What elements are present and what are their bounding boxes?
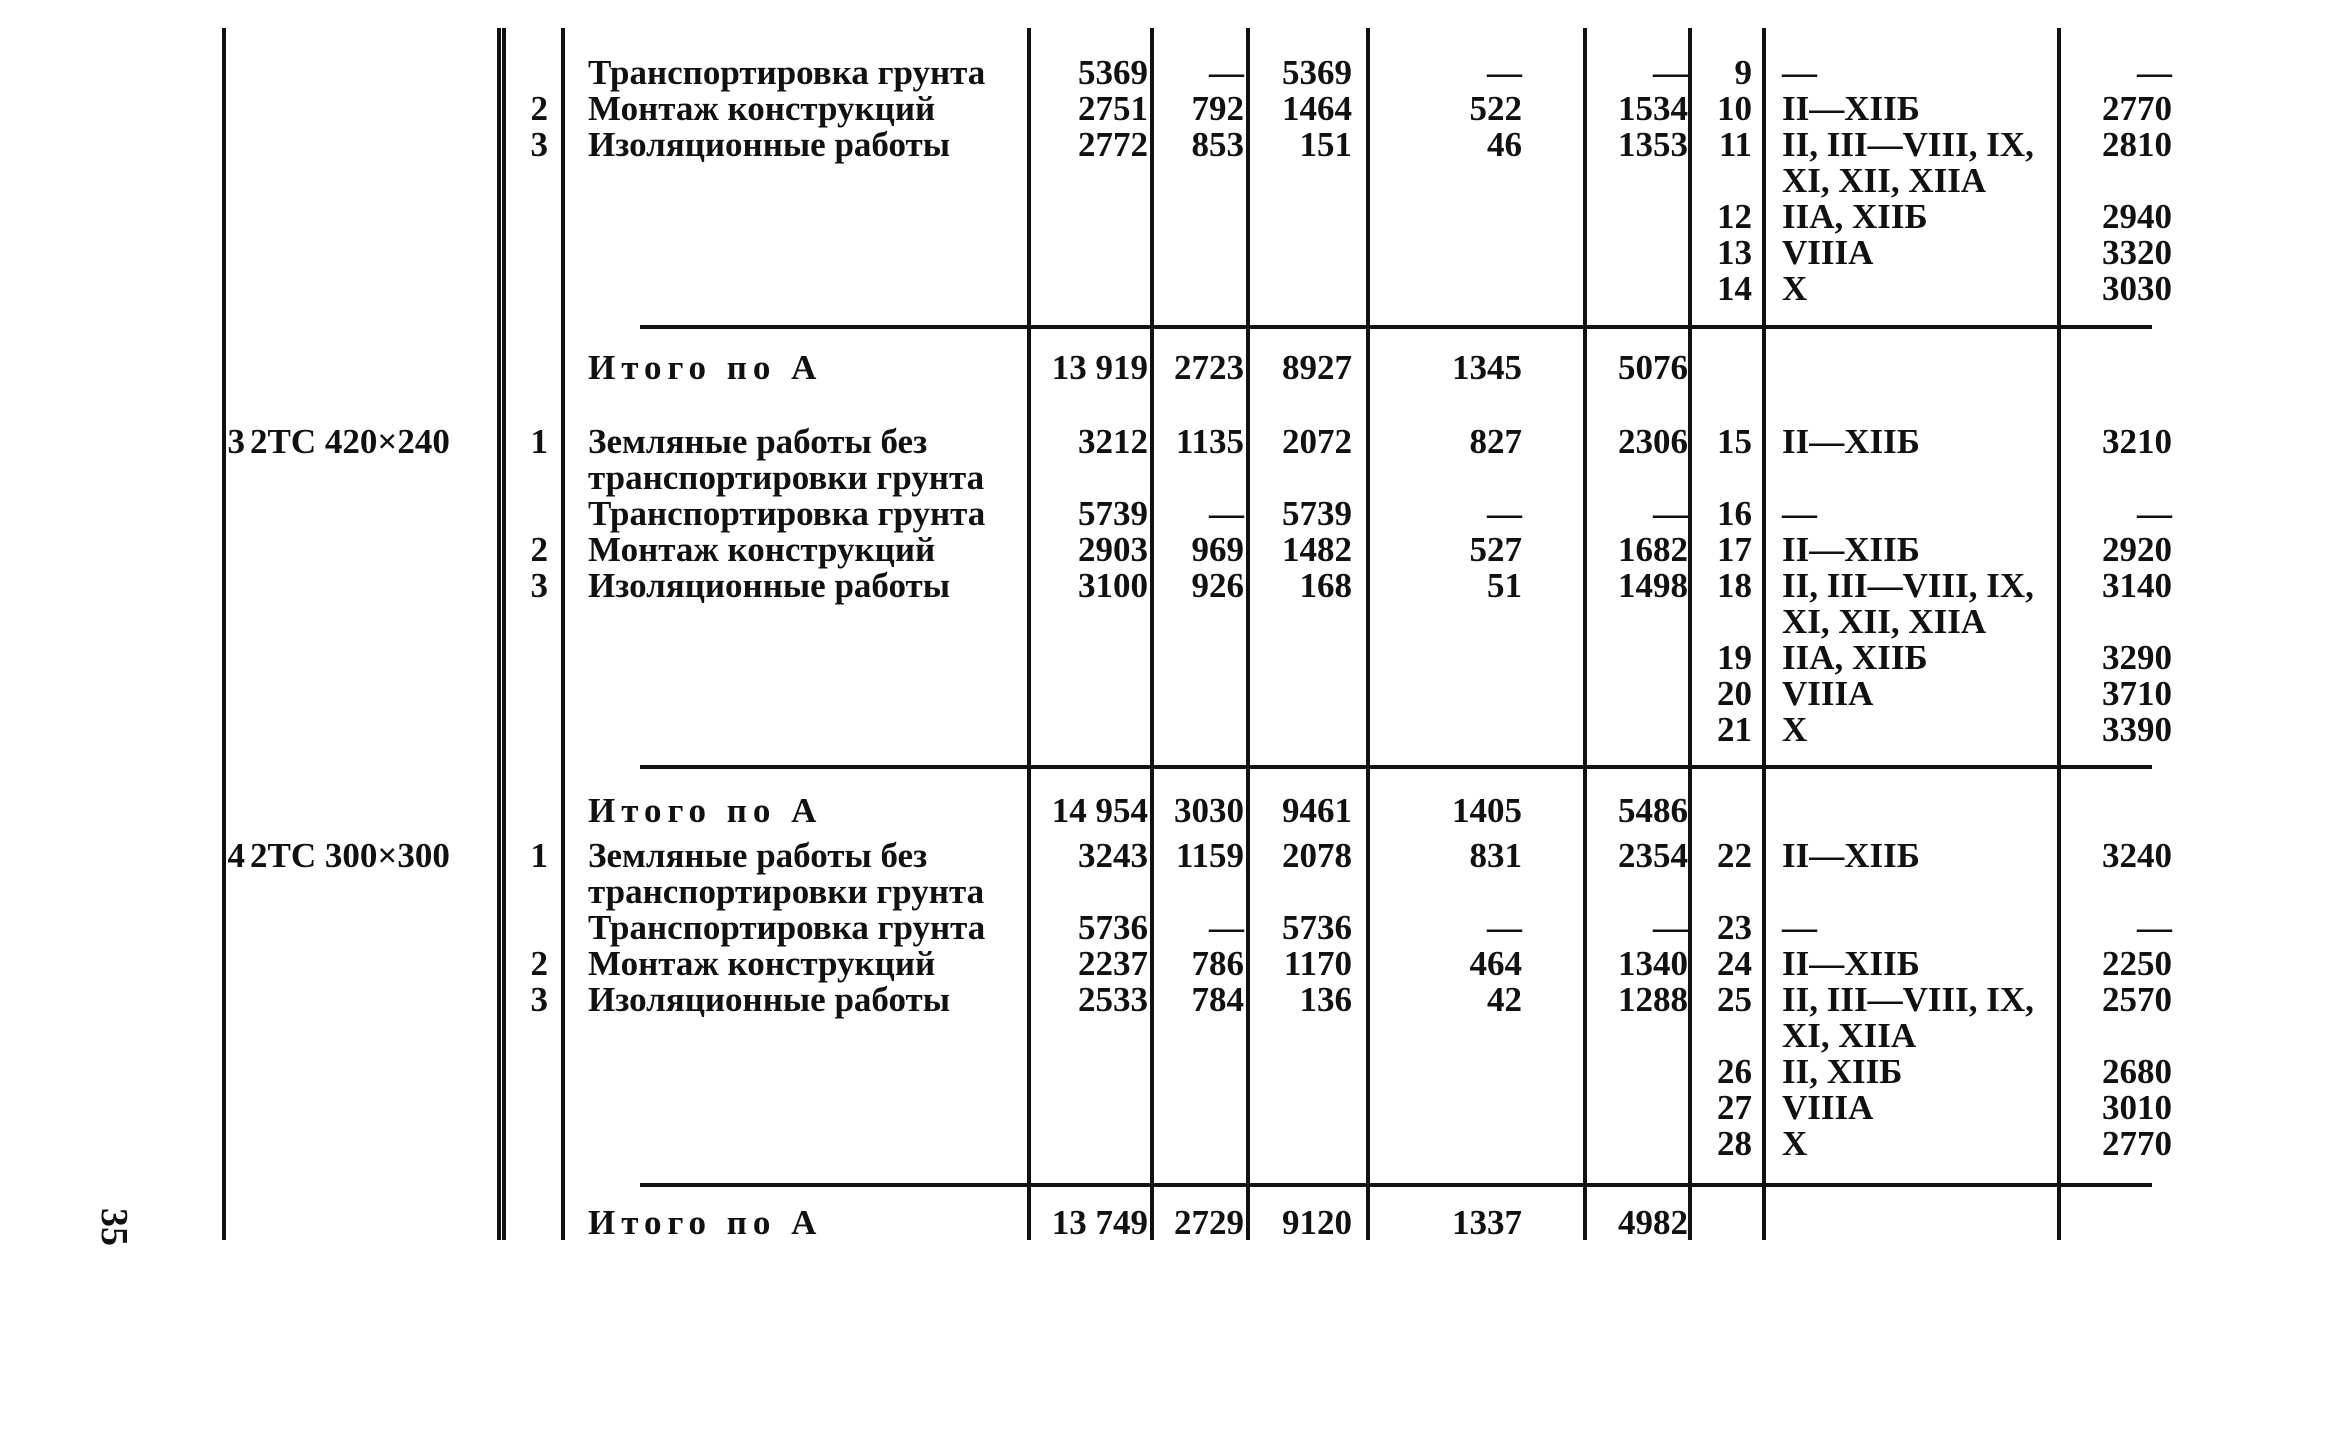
cost-cell: 1135	[1175, 422, 1244, 461]
column-rule	[1150, 28, 1154, 1240]
cost-cell: 5369	[1078, 53, 1148, 92]
zone-list: II—XIIБ	[1782, 422, 1920, 461]
total-cell: 1345	[1452, 348, 1522, 387]
column-rule	[502, 28, 506, 1240]
total-cell: 5486	[1618, 791, 1688, 830]
position-index: 21	[1717, 710, 1752, 749]
cost-cell: 969	[1191, 530, 1244, 569]
cost-cell: 5739	[1078, 494, 1148, 533]
cost-cell: 2533	[1078, 980, 1148, 1019]
position-index: 10	[1717, 89, 1752, 128]
zone-value: 3320	[2102, 233, 2172, 272]
position-index: 20	[1717, 674, 1752, 713]
position-index: 18	[1717, 566, 1752, 605]
sub-number: 2	[530, 530, 548, 569]
cost-cell: 1353	[1618, 125, 1688, 164]
zone-list: —	[1782, 53, 1817, 92]
position-index: 27	[1717, 1088, 1752, 1127]
cost-cell: 1288	[1618, 980, 1688, 1019]
sub-number: 1	[530, 422, 548, 461]
position-index: 14	[1717, 269, 1752, 308]
cost-cell: 786	[1191, 944, 1244, 983]
work-name: Транспортировка грунта	[588, 494, 986, 533]
cost-cell: 2772	[1078, 125, 1148, 164]
total-cell: 8927	[1282, 348, 1352, 387]
section-rule	[640, 1183, 2152, 1187]
cost-cell: 3243	[1078, 836, 1148, 875]
work-name: Монтаж конструкций	[588, 89, 936, 128]
cost-cell: 2237	[1078, 944, 1148, 983]
cost-cell: —	[1209, 53, 1244, 92]
cost-cell: 2078	[1282, 836, 1352, 875]
row-number: 3	[227, 422, 245, 461]
zone-value: 3390	[2102, 710, 2172, 749]
position-index: 25	[1717, 980, 1752, 1019]
cost-cell: —	[1209, 908, 1244, 947]
column-rule	[497, 28, 501, 1240]
zone-list: XI, XII, XIIA	[1782, 602, 1987, 641]
position-index: 13	[1717, 233, 1752, 272]
work-name: Земляные работы без	[588, 422, 928, 461]
cost-cell: 1682	[1618, 530, 1688, 569]
total-label: Итого по А	[588, 1203, 823, 1242]
work-name: Транспортировка грунта	[588, 908, 986, 947]
cost-cell: 2354	[1618, 836, 1688, 875]
cost-cell: 827	[1469, 422, 1522, 461]
zone-value: —	[2137, 908, 2172, 947]
cost-cell: 5369	[1282, 53, 1352, 92]
page-number: 35	[93, 1208, 135, 1246]
work-name: Изоляционные работы	[588, 125, 951, 164]
cost-cell: 2072	[1282, 422, 1352, 461]
zone-list: IIA, XIIБ	[1782, 638, 1928, 677]
column-rule	[2057, 28, 2061, 1240]
zone-value: 3290	[2102, 638, 2172, 677]
cost-cell: 522	[1469, 89, 1522, 128]
zone-value: 3240	[2102, 836, 2172, 875]
sub-number: 2	[530, 944, 548, 983]
position-index: 23	[1717, 908, 1752, 947]
cost-cell: —	[1487, 908, 1522, 947]
cost-cell: 46	[1487, 125, 1522, 164]
cost-cell: 5736	[1282, 908, 1352, 947]
total-cell: 13 919	[1051, 348, 1148, 387]
position-index: 24	[1717, 944, 1752, 983]
column-rule	[1027, 28, 1031, 1240]
zone-list: —	[1782, 494, 1817, 533]
cost-cell: 136	[1299, 980, 1352, 1019]
zone-value: 3210	[2102, 422, 2172, 461]
column-rule	[1366, 28, 1370, 1240]
cost-cell: 168	[1299, 566, 1352, 605]
total-cell: 2723	[1174, 348, 1244, 387]
position-index: 26	[1717, 1052, 1752, 1091]
zone-value: 2920	[2102, 530, 2172, 569]
zone-list: II, XIIБ	[1782, 1052, 1903, 1091]
zone-value: 2810	[2102, 125, 2172, 164]
total-cell: 9120	[1282, 1203, 1352, 1242]
zone-list: X	[1782, 710, 1808, 749]
section-rule	[640, 765, 2152, 769]
total-cell: 4982	[1618, 1203, 1688, 1242]
total-label: Итого по А	[588, 348, 823, 387]
cost-cell: 3212	[1078, 422, 1148, 461]
position-index: 9	[1734, 53, 1752, 92]
zone-value: 3030	[2102, 269, 2172, 308]
sub-number: 3	[530, 980, 548, 1019]
cost-cell: 527	[1469, 530, 1522, 569]
sub-number: 1	[530, 836, 548, 875]
work-name: Монтаж конструкций	[588, 944, 936, 983]
zone-value: —	[2137, 494, 2172, 533]
structure-type: 2ТС 300×300	[250, 836, 450, 875]
total-cell: 1405	[1452, 791, 1522, 830]
work-name: транспортировки грунта	[588, 872, 985, 911]
total-label: Итого по А	[588, 791, 823, 830]
cost-cell: —	[1487, 53, 1522, 92]
zone-value: —	[2137, 53, 2172, 92]
position-index: 19	[1717, 638, 1752, 677]
position-index: 16	[1717, 494, 1752, 533]
zone-list: II—XIIБ	[1782, 530, 1920, 569]
zone-list: X	[1782, 269, 1808, 308]
cost-cell: 792	[1191, 89, 1244, 128]
column-rule	[1246, 28, 1250, 1240]
zone-list: VIIIA	[1782, 233, 1874, 272]
cost-cell: 926	[1191, 566, 1244, 605]
position-index: 12	[1717, 197, 1752, 236]
column-rule	[1583, 28, 1587, 1240]
cost-cell: 831	[1469, 836, 1522, 875]
cost-cell: —	[1487, 494, 1522, 533]
work-name: Земляные работы без	[588, 836, 928, 875]
position-index: 17	[1717, 530, 1752, 569]
cost-cell: 1464	[1282, 89, 1352, 128]
cost-cell: 1534	[1618, 89, 1688, 128]
zone-value: 2770	[2102, 89, 2172, 128]
cost-cell: 1482	[1282, 530, 1352, 569]
zone-value: 2770	[2102, 1124, 2172, 1163]
zone-list: VIIIA	[1782, 1088, 1874, 1127]
work-name: Транспортировка грунта	[588, 53, 986, 92]
position-index: 11	[1718, 125, 1752, 164]
position-index: 28	[1717, 1124, 1752, 1163]
section-rule	[640, 325, 2152, 329]
total-cell: 1337	[1452, 1203, 1522, 1242]
column-rule	[1688, 28, 1692, 1240]
sub-number: 3	[530, 566, 548, 605]
column-rule	[561, 28, 565, 1240]
structure-type: 2ТС 420×240	[250, 422, 450, 461]
zone-value: 3710	[2102, 674, 2172, 713]
zone-list: XI, XIIA	[1782, 1016, 1917, 1055]
work-name: Монтаж конструкций	[588, 530, 936, 569]
total-cell: 5076	[1618, 348, 1688, 387]
total-cell: 14 954	[1051, 791, 1148, 830]
column-rule	[222, 28, 226, 1240]
position-index: 15	[1717, 422, 1752, 461]
zone-value: 2570	[2102, 980, 2172, 1019]
total-cell: 9461	[1282, 791, 1352, 830]
zone-list: XI, XII, XIIA	[1782, 161, 1987, 200]
zone-list: II, III—VIII, IX,	[1782, 566, 2034, 605]
cost-cell: 853	[1191, 125, 1244, 164]
cost-cell: 5736	[1078, 908, 1148, 947]
work-name: Изоляционные работы	[588, 980, 951, 1019]
total-cell: 3030	[1174, 791, 1244, 830]
cost-cell: —	[1653, 494, 1688, 533]
cost-cell: 464	[1469, 944, 1522, 983]
zone-value: 2250	[2102, 944, 2172, 983]
work-name: транспортировки грунта	[588, 458, 985, 497]
cost-cell: 1340	[1618, 944, 1688, 983]
total-cell: 13 749	[1051, 1203, 1148, 1242]
cost-cell: 1170	[1283, 944, 1352, 983]
zone-list: IIA, XIIБ	[1782, 197, 1928, 236]
cost-cell: 2903	[1078, 530, 1148, 569]
cost-cell: 3100	[1078, 566, 1148, 605]
zone-value: 3010	[2102, 1088, 2172, 1127]
zone-list: II—XIIБ	[1782, 89, 1920, 128]
zone-list: II, III—VIII, IX,	[1782, 980, 2034, 1019]
zone-list: II—XIIБ	[1782, 944, 1920, 983]
cost-cell: 1498	[1618, 566, 1688, 605]
zone-value: 2680	[2102, 1052, 2172, 1091]
work-name: Изоляционные работы	[588, 566, 951, 605]
cost-cell: 42	[1487, 980, 1522, 1019]
column-rule	[1762, 28, 1766, 1240]
zone-list: II, III—VIII, IX,	[1782, 125, 2034, 164]
cost-cell: 2306	[1618, 422, 1688, 461]
total-cell: 2729	[1174, 1203, 1244, 1242]
position-index: 22	[1717, 836, 1752, 875]
cost-cell: —	[1209, 494, 1244, 533]
zone-list: II—XIIБ	[1782, 836, 1920, 875]
cost-cell: 51	[1487, 566, 1522, 605]
cost-cell: 5739	[1282, 494, 1352, 533]
cost-cell: 151	[1299, 125, 1352, 164]
zone-list: X	[1782, 1124, 1808, 1163]
cost-cell: 2751	[1078, 89, 1148, 128]
zone-list: VIIIA	[1782, 674, 1874, 713]
zone-value: 3140	[2102, 566, 2172, 605]
zone-list: —	[1782, 908, 1817, 947]
cost-cell: —	[1653, 908, 1688, 947]
row-number: 4	[227, 836, 245, 875]
sub-number: 2	[530, 89, 548, 128]
cost-cell: —	[1653, 53, 1688, 92]
cost-cell: 1159	[1175, 836, 1244, 875]
sub-number: 3	[530, 125, 548, 164]
cost-cell: 784	[1191, 980, 1244, 1019]
zone-value: 2940	[2102, 197, 2172, 236]
